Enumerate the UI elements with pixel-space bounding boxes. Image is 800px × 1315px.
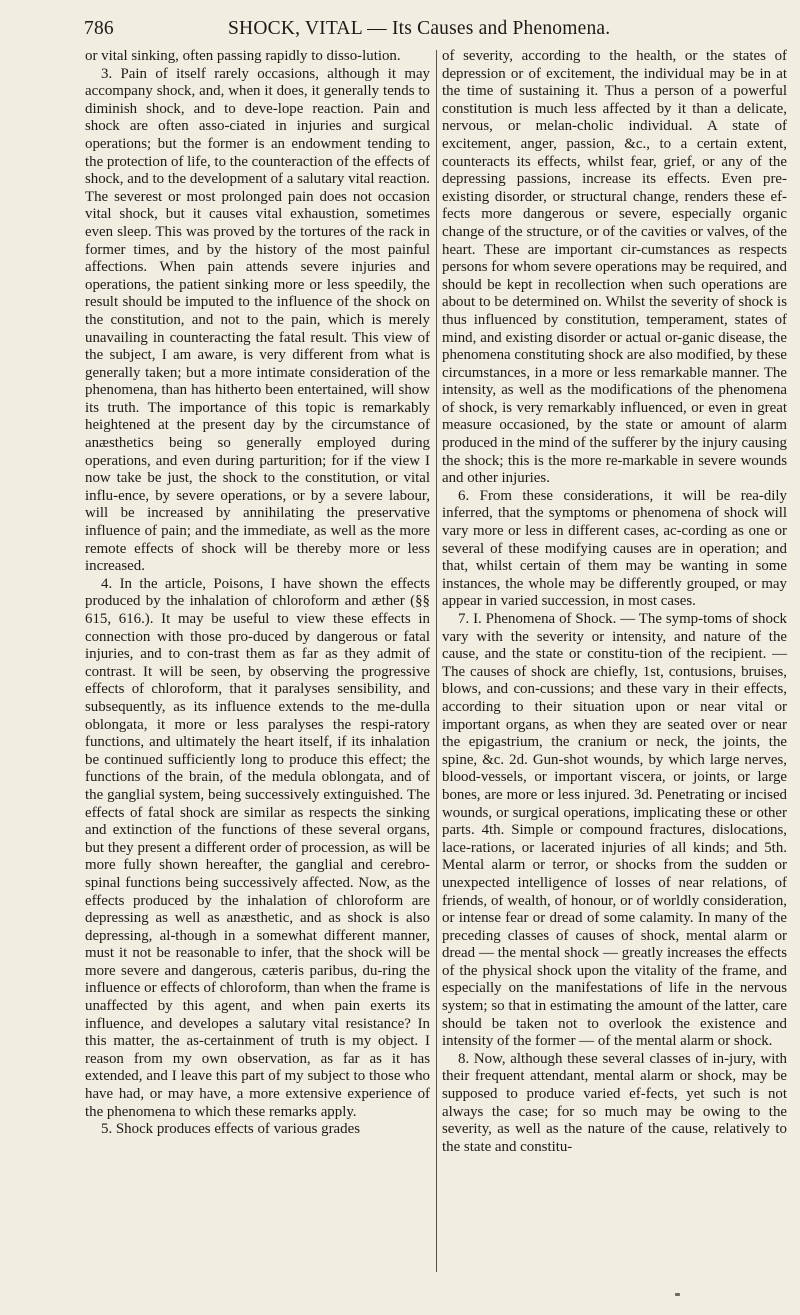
page-number: 786 — [84, 18, 114, 39]
page-header — [84, 18, 784, 42]
paragraph: 6. From these considerations, it will be rea-dily inferred, that the symptoms or phenomena of shock will vary more or less in different cases, ac-cording as one or several of these modifying causes are in operation; and that, whilst certain of them may be wanting in some instances, the whole may be differently grouped, or may appear in varied succession, in most cases. — [442, 487, 787, 610]
paragraph: 4. In the article, Poisons, I have shown the effects produced by the inhalation of chloroform and æther (§§ 615, 616.). It may be useful to view these effects in connection with those pro-duced by dangerous or fatal injuries, and to con-trast them as far as they admit of contrast. It will be seen, by observing the progressive effects of chloroform, that it paralyses sensibility, and subsequently, as its influence extends to the me-dulla oblongata, it more or less paralyses the respi-ratory functions, and ultimately the heart itself, if its inhalation be continued sufficiently long to produce this effect; the functions of the brain, of the medula oblongata, and of the ganglial system, being successively extinguished. The effects of fatal shock are similar as respects the sinking and extinction of the functions of these several organs, but they present a different order of procession, as will be more fully shown hereafter, the ganglial and cerebro-spinal functions being successively affected. Now, as the effects produced by the inhalation of chloroform are depressing as well as anæsthetic, and as shock is also depressing, al-though in a somewhat different manner, must it not be reasonable to infer, that the shock will be more severe and dangerous, cæteris paribus, du-ring the influence or effects of chloroform, than when the frame is unaffected by this agent, and when pain exerts its influence, and developes a salutary vital resistance? In this matter, the as-certainment of truth is my object. I reason from my own observation, as far as it has extended, and I leave this part of my subject to those who have had, or may have, a more extensive experience of the phenomena to which these remarks apply. — [85, 575, 430, 1120]
running-head: SHOCK, VITAL — Its Causes and Phenomena. — [228, 18, 611, 39]
paragraph: 5. Shock produces effects of various grades — [101, 1121, 360, 1138]
paragraph: 3. Pain of itself rarely occasions, although it may accompany shock, and, when it does, it generally tends to diminish shock, and to deve-lope reaction. Pain and shock are often asso-ciated in injuries and surgical operations; but the former is an endowment tending to the protection of life, to the counteraction of the effects of shock, and to the development of a salutary vital reaction. The severest or most prolonged pain does not occasion vital shock, but it causes vital exhaustion, sometimes even sleep. This was proved by the tortures of the rack in former times, and by the history of the most painful affections. When pain attends severe injuries and operations, the patient sinking more or less speedily, the result should be imputed to the influence of the shock on the constitution, and not to the pain, which is merely unavailing in counteracting the fatal result. This view of the subject, I am aware, is very different from what is generally taken; but a more intimate consideration of the phenomena, than has hitherto been entertained, will show its truth. The importance of this topic is remarkably heightened at the present day by the circumstance of anæsthetics being so generally employed during operations, and even during parturition; for if the view I now take be just, the shock to the constitution, or vital influ-ence, by severe operations, or by a severe labour, will be increased by annihilating the preservative influence of pain; and the immediate, as well as the more remote effects of shock will be thereby more or less increased. — [85, 65, 430, 575]
ink-speck — [675, 1293, 680, 1296]
left-column — [85, 48, 430, 1139]
paragraph: 7. I. Phenomena of Shock. — The symp-toms of shock vary with the severity or intensity, and nature of the cause, and the state or constitu-tion of the recipient. — The causes of shock are chiefly, 1st, contusions, bruises, blows, and con-cussions; and these vary in their effects, according to their situation upon or near vital or important organs, as when they are seated over or near the epigastrium, the cranium or neck, the joints, the spine, &c. 2d. Gun-shot wounds, by which large nerves, blood-vessels, or important viscera, or joints, or large bones, are more or less injured. 3d. Penetrating or incised wounds, or surgical operations, implicating these or other parts. 4th. Simple or compound fractures, dislocations, lace-rations, or lacerated injuries of all kinds; and 5th. Mental alarm or terror, or shocks from the sudden or unexpected intelligence of losses of near relations, of friends, of wealth, of honour, or of worldly consideration, or intense fear or dread of some calamity. In many of the preceding classes of causes of shock, mental alarm or dread — the mental shock — greatly increases the effects of the physical shock upon the vitality of the frame, and especially on the manifestations of life in the nervous system; so that in estimating the amount of the latter, care should be taken not to overlook the existence and intensity of the former — of the mental alarm or shock. — [442, 611, 787, 1050]
paragraph: 8. Now, although these several classes of in-jury, with their frequent attendant, mental alarm or shock, may be supposed to produce varied ef-fects, yet such is not always the case; for so much may be owing to the severity, as well as the nature of the cause, relatively to the state and constitu- — [442, 1050, 787, 1155]
right-column — [442, 48, 787, 1156]
paragraph: or vital sinking, often passing rapidly to disso-lution. — [85, 48, 401, 64]
column-divider — [436, 50, 437, 1272]
paragraph: of severity, according to the health, or the states of depression or of excitement, the individual may be in at the time of sustaining it. Thus a person of a powerful constitution is much less affected by it than a delicate, nervous, or melan-cholic individual. A state of excitement, anger, passion, &c., to a certain extent, counteracts its effects, whilst fear, grief, or any of the depressing passions, increase its effects. Even pre-existing disorder, or structural change, renders these ef-fects more dangerous or severe, especially organic change of the structure, or of the cavities or valves, of the heart. These are important cir-cumstances as respects persons for whom severe operations may be required, and should be kept in recollection when such operations are about to be determined on. Whilst the severity of shock is thus influenced by constitution, temperament, states of mind, and existing disorder or actual or-ganic disease, the phenomena constituting shock are also modified, by these circumstances, in a more or less remarkable manner. The intensity, as well as the modifications of the phenomena of shock, is very remarkably influenced, or even in great measure occasioned, by the state or amount of alarm produced in the mind of the sufferer by the injury causing the shock; this is the more re-markable in severe wounds and other injuries. — [442, 48, 787, 487]
